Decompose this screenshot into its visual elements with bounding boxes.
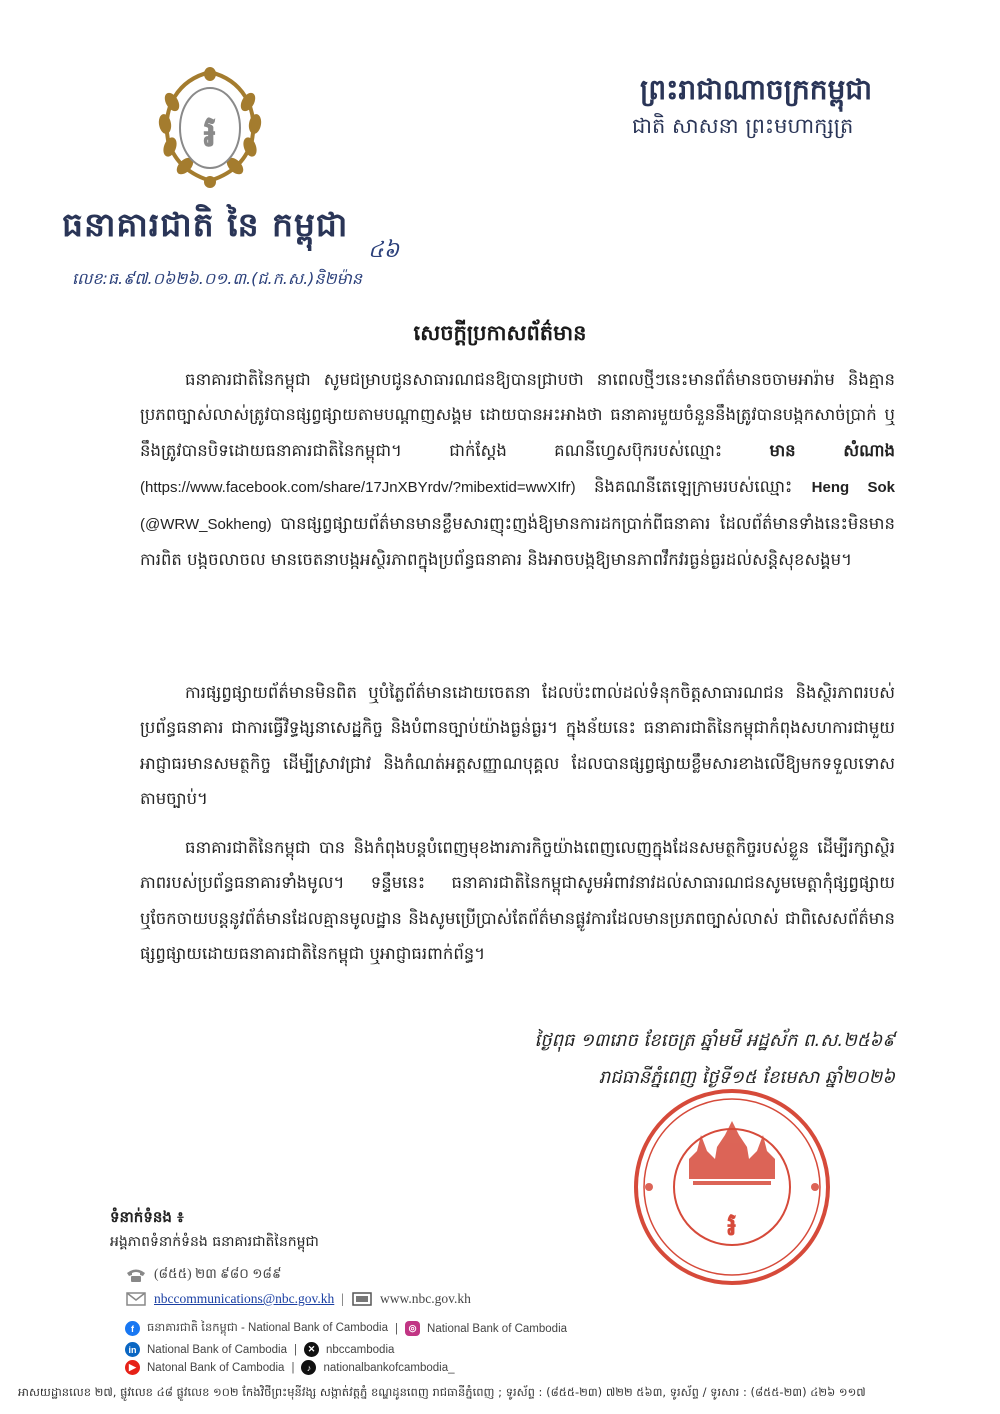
paragraph-1-text-b: និងគណនីតេឡេក្រាមរបស់ឈ្មោះ <box>593 477 812 497</box>
instagram-link[interactable]: National Bank of Cambodia <box>427 1322 568 1335</box>
paragraph-3-text: ធនាគារជាតិនៃកម្ពុជា បាន និងកំពុងបន្តបំពេញមុខងារភារកិច្ចយ៉ាងពេញលេញក្នុងដែនសមត្ថកិច្ចរបស់ខ្លួន ដើម្បីរក្សាស្ថិរភាពរបស់ប្រព័ន្ធធនាគារទាំងមូល។ ទន្ទឹមនេះ ធនាគារជាតិនៃកម្ពុជាសូមអំពាវនាវដល់សាធារណជនសូមមេត្តាកុំផ្សព្វផ្សាយ ឬចែកចាយបន្តនូវព័ត៌មានដែលគ្មានមូលដ្ឋាន និងសូមប្រើប្រាស់តែព័ត៌មានផ្លូវការដែលមានប្រភពច្បាស់លាស់ ជាពិសេសព័ត៌មានផ្សព្វផ្សាយដោយធនាគារជាតិនៃកម្ពុជា ឬអាជ្ញាធរពាក់ព័ន្ធ។ <box>140 838 895 964</box>
footer-address: អាសយដ្ឋានលេខ ២៧, ផ្លូវលេខ ៤៨ ផ្លូវលេខ ១០២ កែងវិថីព្រះមុនីវង្ស សង្កាត់វត្តភ្នំ ខណ្ឌដូនពេញ រាជធានីភ្នំពេញ ; ទូរស័ព្ទ : (៨៥៥-២៣) ៧២២ ៥៦៣, ទូរស័ព្ទ / ទូរសារ : (៨៥៥-២៣) ៤២៦ ១១៧ <box>18 1385 866 1399</box>
solar-date: រាជធានីភ្នំពេញ ថ្ងៃទី១៥ ខែមេសា ឆ្នាំ២០២៦ <box>598 1067 895 1088</box>
contact-department: អង្គភាពទំនាក់ទំនង ធនាគារជាតិនៃកម្ពុជា <box>110 1234 319 1250</box>
nbc-logo-icon <box>150 62 270 192</box>
website-icon <box>351 1291 373 1307</box>
linkedin-icon: in <box>125 1342 140 1357</box>
document-title: សេចក្តីប្រកាសព័ត៌មាន <box>413 321 587 345</box>
reference-handwritten: ៤៦ <box>368 238 400 263</box>
phone-icon <box>125 1267 147 1283</box>
kingdom-title: ព្រះរាជាណាចក្រកម្ពុជា <box>640 73 873 106</box>
facebook-account-url: (https://www.facebook.com/share/17JnXBYrdv/?mibextid=wwXIfr) <box>140 479 594 497</box>
contact-heading: ទំនាក់ទំនង ៖ <box>110 1208 184 1226</box>
contact-email-link[interactable]: nbccommunications@nbc.gov.kh <box>154 1291 335 1306</box>
instagram-icon: ◎ <box>405 1321 420 1336</box>
youtube-link[interactable]: Natonal Bank of Cambodia <box>147 1361 285 1374</box>
paragraph-2-text: ការផ្សព្វផ្សាយព័ត៌មានមិនពិត ឬបំភ្លៃព័ត៌មានដោយចេតនា ដែលប៉ះពាល់ដល់ទំនុកចិត្តសាធារណជន និងស្ថិរភាពរបស់ប្រព័ន្ធធនាគារ ជាការធ្វើវិទ្ធង្សនាសេដ្ឋកិច្ច និងបំពានច្បាប់យ៉ាងធ្ងន់ធ្ងរ។ ក្នុងន័យនេះ ធនាគារជាតិនៃកម្ពុជាកំពុងសហការជាមួយអាជ្ញាធរមានសមត្ថកិច្ច ដើម្បីស្រាវជ្រាវ និងកំណត់អត្តសញ្ញាណបុគ្គល ដែលបានផ្សព្វផ្សាយខ្លឹមសារខាងលើឱ្យមកទទួលទោសតាមច្បាប់។ <box>140 683 895 809</box>
svg-text:៛: ៛ <box>203 106 217 157</box>
social-row-3 <box>125 1360 455 1375</box>
youtube-icon: ▶ <box>125 1360 140 1375</box>
telegram-account-name: Heng Sok <box>811 479 895 497</box>
tiktok-icon: ♪ <box>301 1360 316 1375</box>
linkedin-link[interactable]: National Bank of Cambodia <box>147 1343 287 1356</box>
separator: | <box>395 1322 399 1335</box>
bank-name: ធនាគារជាតិ នៃ កម្ពុជា <box>62 205 349 244</box>
separator: | <box>291 1361 295 1374</box>
separator: | <box>294 1343 297 1356</box>
official-seal-icon <box>627 1085 837 1290</box>
contact-phone-row <box>125 1265 282 1285</box>
paragraph-2 <box>140 675 895 817</box>
email-icon <box>125 1291 147 1307</box>
contact-phone: (៨៥៥) ២៣ ៩៨០ ១៨៩ <box>154 1266 282 1281</box>
facebook-icon: f <box>125 1321 140 1336</box>
social-row-1 <box>125 1320 567 1337</box>
national-motto: ជាតិ សាសនា ព្រះមហាក្សត្រ <box>632 114 854 138</box>
paragraph-1 <box>140 362 895 577</box>
facebook-account-name: មាន សំណាង <box>769 440 895 460</box>
svg-text:៛: ៛ <box>726 1205 738 1243</box>
tiktok-link[interactable]: nationalbankofcambodia_ <box>323 1361 455 1374</box>
facebook-link[interactable]: ធនាគារជាតិ នៃកម្ពុជា - National Bank of Cambodia <box>147 1322 389 1334</box>
contact-email-row <box>125 1291 471 1307</box>
social-row-2 <box>125 1342 394 1357</box>
lunar-date: ថ្ងៃពុធ ១៣រោច ខែចេត្រ ឆ្នាំមមី អដ្ឋស័ក ព.ស.២៥៦៩ <box>534 1030 895 1051</box>
separator: | <box>341 1291 344 1306</box>
x-link[interactable]: nbccambodia <box>326 1343 395 1356</box>
paragraph-1-text-c: បានផ្សព្វផ្សាយព័ត៌មានមានខ្លឹមសារញុះញង់ឱ្យមានការដកប្រាក់ពីធនាគារ ដែលព័ត៌មានទាំងនេះមិនមានការពិត បង្កចលាចល មានចេតនាបង្កអស្ថិរភាពក្នុងប្រព័ន្ធធនាគារ និងអាចបង្កឱ្យមានភាពវឹកវរធ្ងន់ធ្ងរដល់សន្តិសុខសង្គម។ <box>140 513 895 570</box>
reference-number: លេខ:ធ.៩៧.០៦២៦.០១.៣.(ជ.ក.ស.)និ២ម៉ាន <box>72 269 363 288</box>
paragraph-3 <box>140 830 895 972</box>
contact-website-link[interactable]: www.nbc.gov.kh <box>379 1291 471 1306</box>
paragraph-1-text-a: ធនាគារជាតិនៃកម្ពុជា សូមជម្រាបជូនសាធារណជនឱ្យបានជ្រាបថា នាពេលថ្មីៗនេះមានព័ត៌មានចចាមអារ៉ាម និងគ្មានប្រភពច្បាស់លាស់ត្រូវបានផ្សព្វផ្សាយតាមបណ្តាញសង្គម ដោយបានអះអាងថា ធនាគារមួយចំនួននឹងត្រូវបានបង្កកសាច់ប្រាក់ ឬនឹងត្រូវបានបិទដោយធនាគារជាតិនៃកម្ពុជា។ ជាក់ស្តែង គណនីហ្វេសប៊ុករបស់ឈ្មោះ <box>140 370 895 460</box>
telegram-account-handle: (@WRW_Sokheng) <box>140 515 281 533</box>
x-icon: ✕ <box>304 1342 319 1357</box>
